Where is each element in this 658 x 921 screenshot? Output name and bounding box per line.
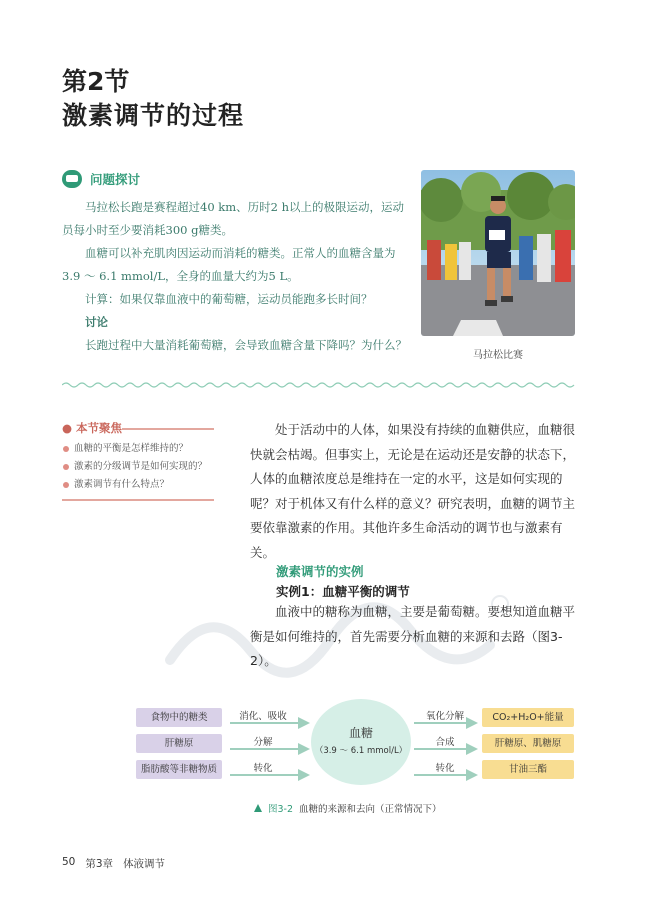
focus-title-text: 本节聚焦 bbox=[76, 421, 123, 435]
dest-triglyceride: 甘油三酯 bbox=[482, 760, 574, 779]
example1-paragraph: 血液中的糖称为血糖，主要是葡萄糖。要想知道血糖平衡是如何维持的，首先需要分析血糖的来源和去路（图3-2）。 bbox=[250, 604, 576, 668]
figure-caption bbox=[254, 801, 442, 815]
focus-marker-icon: ● bbox=[62, 421, 73, 435]
source-liver-glycogen: 肝糖原 bbox=[136, 734, 222, 753]
chapter-label: 第3章 bbox=[85, 858, 114, 870]
blood-glucose-title: 血糖 bbox=[348, 726, 373, 740]
blood-glucose-diagram bbox=[136, 694, 586, 794]
marathon-photo bbox=[421, 170, 575, 336]
discussion-text: 长跑过程中大量消耗葡萄糖，会导致血糖含量下降吗？为什么？ bbox=[85, 338, 407, 352]
arrow-label-convert-in: 转化 bbox=[253, 763, 273, 774]
arrow-label-convert-out: 转化 bbox=[435, 763, 455, 774]
dest-glycogen: 肝糖原、肌糖原 bbox=[482, 734, 574, 753]
focus-top-rule bbox=[122, 428, 214, 430]
arrow-label-synthesize: 合成 bbox=[435, 737, 455, 748]
explore-paragraph: 计算：如果仅靠血液中的葡萄糖，运动员能跑多长时间？ bbox=[85, 292, 373, 306]
dest-energy: CO₂+H₂O+能量 bbox=[482, 708, 574, 727]
arrow-label-oxidize: 氧化分解 bbox=[425, 711, 464, 722]
section-title: 激素调节的过程 bbox=[62, 101, 245, 130]
focus-item: 激素的分级调节是如何实现的？ bbox=[62, 459, 214, 475]
triangle-icon bbox=[254, 804, 262, 812]
focus-list bbox=[62, 441, 214, 493]
photo-caption: 马拉松比赛 bbox=[473, 350, 523, 361]
explore-paragraph: 马拉松长跑是赛程超过40 km、历时2 h以上的极限运动，运动员每小时至少要消耗300 g糖类。 bbox=[62, 200, 405, 237]
figure-number: 图3-2 bbox=[268, 804, 294, 815]
chapter-title: 体液调节 bbox=[123, 858, 166, 870]
intro-paragraph: 处于活动中的人体，如果没有持续的血糖供应，血糖很快就会枯竭。但事实上，无论是在运动还是安静的状态下，人体的血糖浓度总是维持在一定的水平，这是如何实现的呢？对于机体又有什么样的意义？研究表明，血糖的调节主要依靠激素的作用。其他许多生命活动的调节也与激素有关。 bbox=[250, 422, 576, 560]
source-food-carbs: 食物中的糖类 bbox=[136, 708, 222, 727]
explore-text bbox=[62, 196, 410, 357]
blood-glucose-range: （3.9 ～ 6.1 mmol/L） bbox=[314, 746, 408, 756]
example1-heading: 实例1：血糖平衡的调节 bbox=[276, 584, 410, 599]
blood-glucose-circle bbox=[311, 699, 411, 785]
focus-item: 血糖的平衡是怎样维持的？ bbox=[62, 441, 214, 457]
focus-bottom-rule bbox=[62, 499, 214, 501]
arrow-label-decompose: 分解 bbox=[253, 737, 273, 748]
wavy-divider bbox=[62, 380, 576, 390]
section-number: 第2节 bbox=[62, 67, 130, 96]
arrow-label-digest: 消化、吸收 bbox=[239, 711, 287, 722]
explore-header bbox=[62, 170, 140, 188]
focus-item: 激素调节有什么特点？ bbox=[62, 477, 214, 493]
section-focus-box bbox=[62, 420, 214, 501]
explore-label: 问题探讨 bbox=[90, 172, 141, 187]
figure-caption-text: 血糖的来源和去向（正常情况下） bbox=[299, 804, 442, 815]
example-heading: 激素调节的实例 bbox=[276, 564, 364, 579]
explore-paragraph: 血糖可以补充肌肉因运动而消耗的糖类。正常人的血糖含量为3.9 ～ 6.1 mmol/L，全身的血量大约为5 L。 bbox=[62, 246, 396, 283]
page-footer bbox=[62, 856, 165, 871]
source-non-sugar: 脂肪酸等非糖物质 bbox=[136, 760, 222, 779]
page-number: 50 bbox=[62, 856, 76, 868]
chat-bubble-icon bbox=[62, 170, 82, 188]
discussion-heading: 讨论 bbox=[85, 315, 108, 329]
